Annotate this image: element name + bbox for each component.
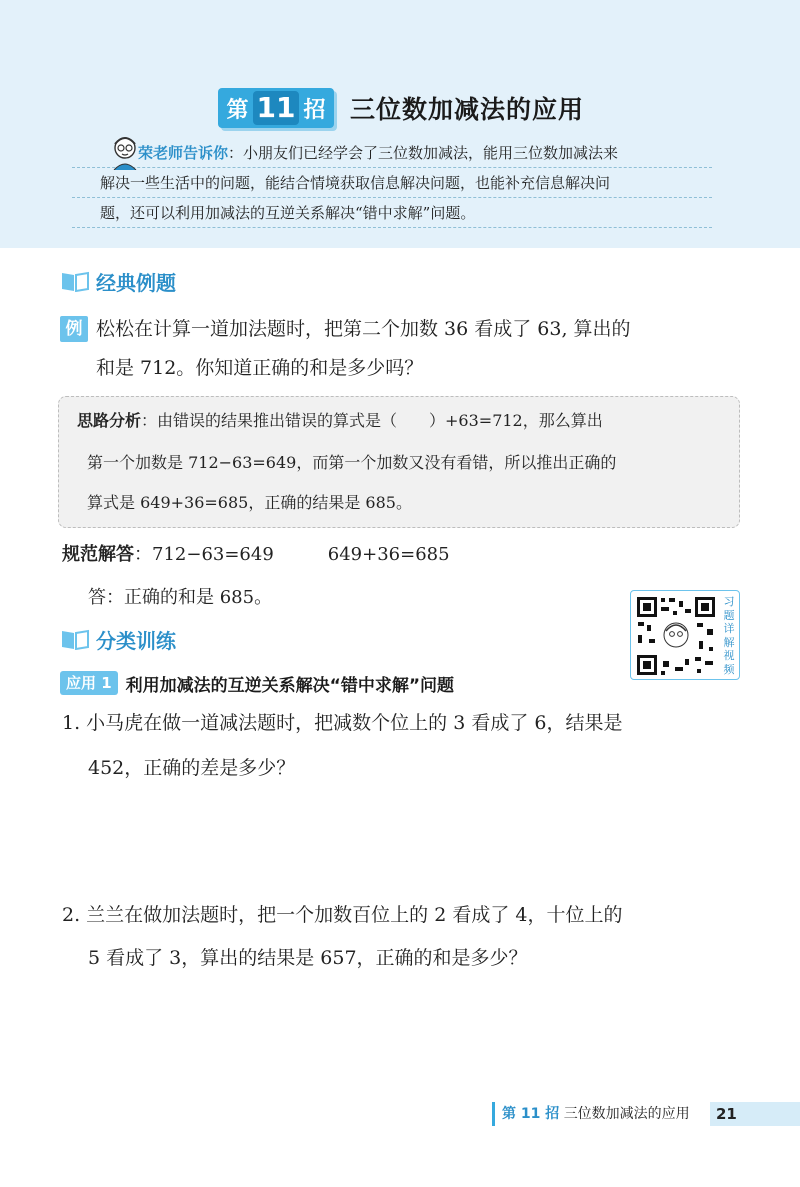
open-book-icon	[60, 270, 90, 292]
example-tag: 例	[60, 316, 88, 342]
application-pill: 应用 1	[60, 671, 118, 695]
question-1-line-2: 452，正确的差是多少？	[88, 757, 296, 779]
footer-lesson-title: 三位数加减法的应用	[563, 1106, 690, 1122]
page-footer	[492, 1102, 800, 1126]
solution-work-text: ：712−63=649 649+36=685	[134, 544, 450, 565]
tip-line-3: 题，还可以利用加减法的互逆关系解决“错中求解”问题。	[72, 198, 712, 228]
application-tag	[60, 671, 454, 695]
teacher-tip	[72, 138, 712, 228]
lesson-title-row	[0, 88, 800, 128]
qr-code-panel[interactable]	[630, 590, 740, 680]
footer-title	[502, 1102, 690, 1126]
qr-side-text	[721, 595, 737, 676]
qr-side-char: 频	[723, 662, 735, 676]
badge-prefix: 第	[226, 97, 249, 123]
application-text: 利用加减法的互逆关系解决“错中求解”问题	[125, 675, 455, 696]
solution-label: 规范解答	[62, 544, 134, 565]
tip-line-2: 解决一些生活中的问题，能结合情境获取信息解决问题，也能补充信息解决问	[72, 168, 712, 198]
badge-number: 11	[253, 91, 300, 125]
tip-text-1: ：小朋友们已经学会了三位数加减法，能用三位数加减法来	[228, 144, 619, 162]
analysis-box	[58, 396, 740, 528]
analysis-line-2: 第一个加数是 712−63=649，而第一个加数又没有看错，所以推出正确的	[87, 453, 617, 472]
training-heading-text: 分类训练	[96, 628, 176, 653]
question-1-line-1: 1. 小马虎在做一道减法题时，把减数个位上的 3 看成了 6，结果是	[62, 712, 623, 734]
solution-work	[62, 540, 450, 570]
qr-code-icon[interactable]	[635, 595, 717, 677]
analysis-label: 思路分析	[77, 411, 142, 430]
footer-accent-bar	[492, 1102, 495, 1126]
qr-side-char: 习	[723, 595, 735, 608]
example-line-2: 和是 712。你知道正确的和是多少吗？	[96, 357, 424, 379]
analysis-line-1	[77, 407, 603, 435]
example-line-1: 松松在计算一道加法题时，把第二个加数 36 看成了 63, 算出的	[96, 318, 631, 340]
teacher-avatar-icon	[108, 134, 142, 170]
qr-side-char: 解	[723, 635, 735, 649]
page-number: 21	[710, 1102, 800, 1126]
qr-side-char: 视	[723, 649, 735, 662]
example-heading-text: 经典例题	[96, 270, 176, 295]
badge-suffix: 招	[303, 97, 326, 123]
open-book-icon	[60, 628, 90, 650]
example-section-heading	[60, 266, 176, 296]
question-2-line-1: 2. 兰兰在做加法题时，把一个加数百位上的 2 看成了 4，十位上的	[62, 904, 623, 926]
solution-answer: 答：正确的和是 685。	[88, 587, 273, 608]
analysis-text-1: ：由错误的结果推出错误的算式是（ ）+63=712，那么算出	[141, 411, 603, 430]
qr-side-char: 详	[723, 622, 735, 635]
lesson-badge	[218, 88, 334, 128]
footer-chapter: 第 11 招	[502, 1106, 560, 1122]
question-2-line-2: 5 看成了 3，算出的结果是 657，正确的和是多少？	[88, 947, 528, 969]
tip-label: 荣老师告诉你	[138, 144, 229, 162]
training-section-heading	[60, 624, 176, 654]
lesson-title: 三位数加减法的应用	[350, 95, 585, 124]
analysis-line-3: 算式是 649+36=685，正确的结果是 685。	[87, 493, 412, 512]
tip-line-1	[72, 138, 712, 168]
qr-side-char: 题	[723, 608, 735, 622]
